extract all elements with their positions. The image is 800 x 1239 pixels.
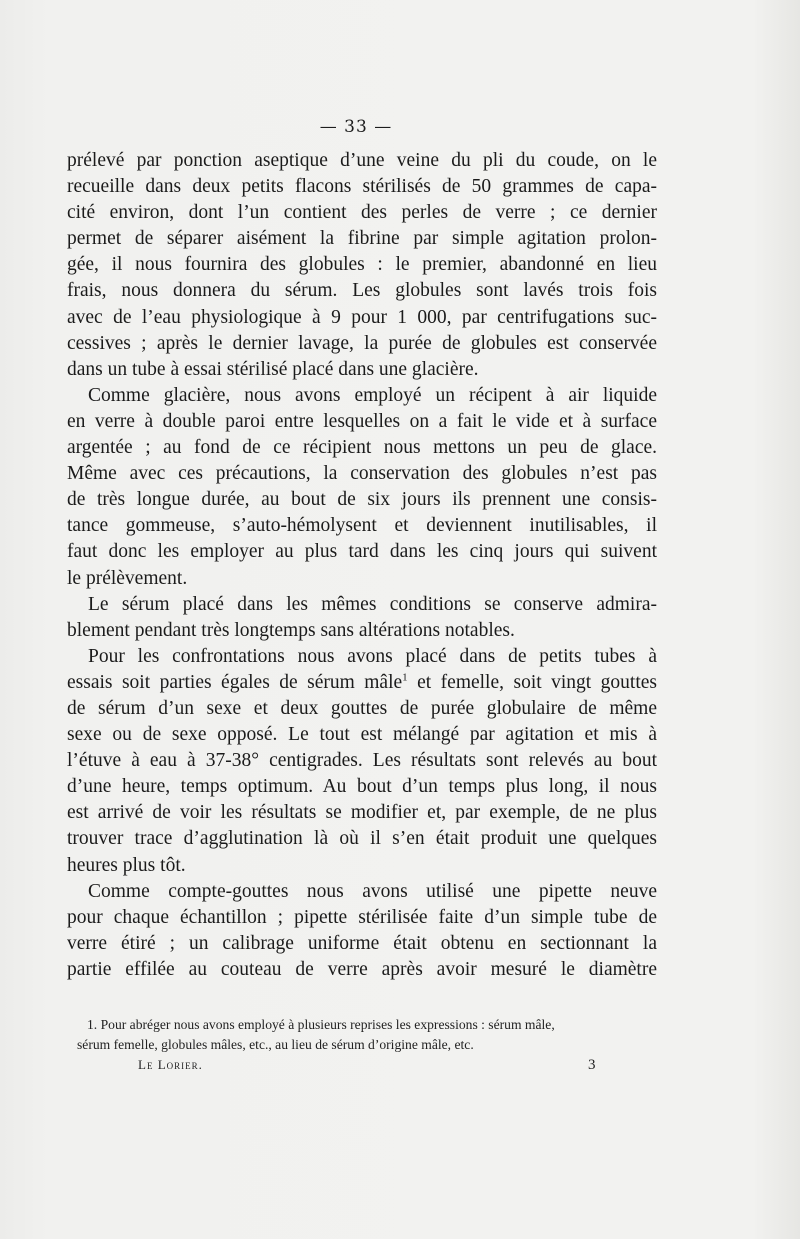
text-line: cité environ, dont l’un contient des perles de verre ; ce dernier [67,202,657,224]
text-line: trouver trace d’agglutination là où il s’en était produit une quelques [67,828,657,850]
text-line: le prélèvement. [67,567,188,589]
text-line: Comme glacière, nous avons employé un récipent à air liquide [88,384,657,406]
running-title: Le Lorier. [138,1057,203,1072]
text-line: recueille dans deux petits flacons stérilisés de 50 grammes de capa- [67,176,657,198]
page-footer [138,1057,598,1073]
text-line: avec de l’eau physiologique à 9 pour 1 000, par centrifugations suc- [67,306,657,328]
footnote-line: sérum femelle, globules mâles, etc., au lieu de sérum d’origine mâle, etc. [77,1037,474,1052]
text-line: Comme compte-gouttes nous avons utilisé une pipette neuve [88,880,657,902]
text-line: Même avec ces précautions, la conservation des globules n’est pas [67,463,657,485]
text-fragment: essais soit parties égales de sérum mâle [67,671,403,693]
text-line: partie effilée au couteau de verre après avoir mesuré le diamètre [67,958,657,980]
footnote [77,1015,657,1055]
text-line: de très longue durée, au bout de six jours ils prennent une consis- [67,489,657,511]
signature-mark: 3 [588,1057,596,1073]
text-line: l’étuve à eau à 37-38° centigrades. Les résultats sont relevés au bout [67,750,657,772]
text-line: en verre à double paroi entre lesquelles on a fait le vide et à surface [67,410,657,432]
text-line: faut donc les employer au plus tard dans les cinq jours qui suivent [67,541,657,563]
text-line: d’une heure, temps optimum. Au bout d’un temps plus long, il nous [67,776,657,798]
text-line: pour chaque échantillon ; pipette stérilisée faite d’un simple tube de [67,906,657,928]
text-line: sexe ou de sexe opposé. Le tout est mélangé par agitation et mis à [67,724,657,746]
text-line: blement pendant très longtemps sans altérations notables. [67,619,515,641]
footnote-mark: 1 [402,671,408,684]
page-number: — 33 — [319,117,393,137]
text-line: heures plus tôt. [67,854,186,876]
text-line: gée, il nous fournira des globules : le premier, abandonné en lieu [67,254,657,276]
text-line: cessives ; après le dernier lavage, la purée de globules est conservée [67,332,657,354]
text-line: dans un tube à essai stérilisé placé dans une glacière. [67,358,479,380]
text-fragment: et femelle, soit vingt gouttes [407,671,658,693]
text-line-with-note [67,670,657,696]
text-line: frais, nous donnera du sérum. Les globules sont lavés trois fois [67,280,657,302]
text-line: verre étiré ; un calibrage uniforme était obtenu en sectionnant la [67,932,657,954]
footnote-line: 1. Pour abréger nous avons employé à plusieurs reprises les expressions : sérum mâle, [87,1017,555,1032]
text-line: argentée ; au fond de ce récipient nous mettons un peu de glace. [67,437,657,459]
text-line: de sérum d’un sexe et deux gouttes de purée globulaire de même [67,697,657,719]
text-line: permet de séparer aisément la fibrine par simple agitation prolon- [67,228,657,250]
text-line: tance gommeuse, s’auto-hémolysent et deviennent inutilisables, il [67,515,657,537]
text-line: Le sérum placé dans les mêmes conditions se conserve admira- [88,593,657,615]
text-line: prélevé par ponction aseptique d’une veine du pli du coude, on le [67,150,657,171]
text-line: Pour les confrontations nous avons placé dans de petits tubes à [88,645,657,667]
body-text [67,148,657,983]
text-line: est arrivé de voir les résultats se modifier et, par exemple, de ne plus [67,802,657,824]
